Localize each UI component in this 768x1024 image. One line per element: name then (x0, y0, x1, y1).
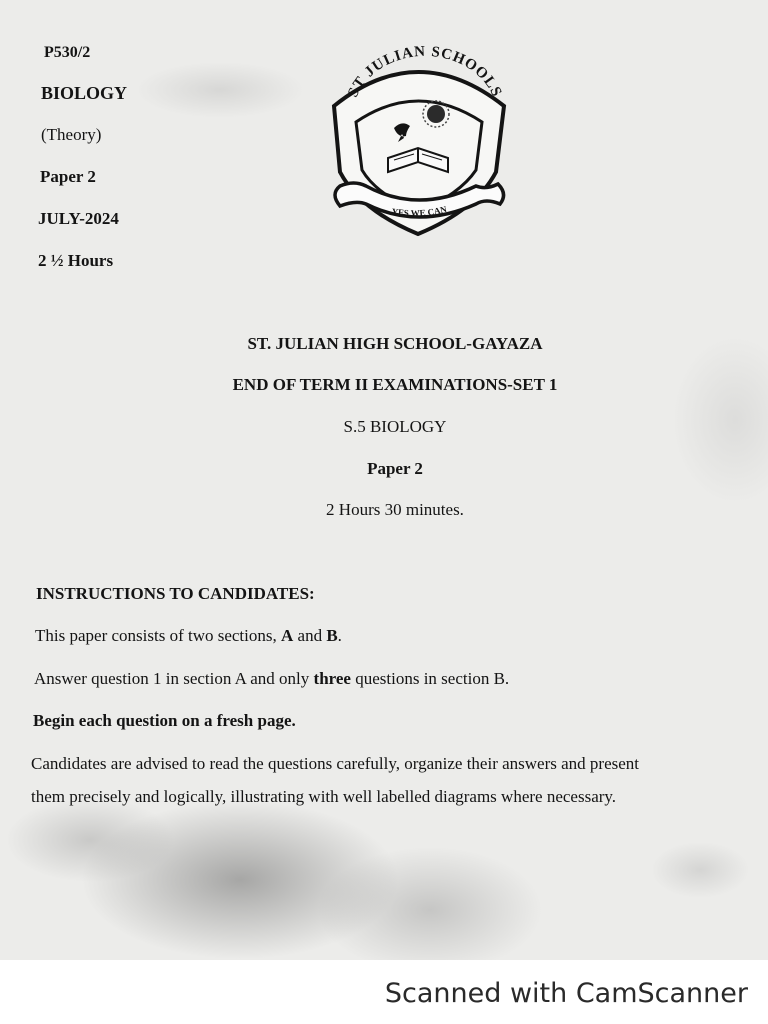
instruction-answer: Answer question 1 in section A and only three questions in section B. (34, 669, 510, 688)
paper-code: P530/2 (44, 44, 91, 61)
exam-title: END OF TERM II EXAMINATIONS-SET 1 (232, 375, 558, 394)
instruction-advice-line1: Candidates are advised to read the questions carefully, organize their answers and present (31, 754, 639, 773)
paper-label: Paper 2 (367, 459, 423, 478)
exam-duration: 2 ½ Hours (38, 251, 114, 270)
paper-type: (Theory) (41, 125, 102, 144)
instruction-sections: This paper consists of two sections, A and B. (35, 626, 342, 645)
svg-text:ST JULIAN SCHOOLS: ST JULIAN SCHOOLS (345, 44, 505, 100)
svg-text:YES WE CAN: YES WE CAN (390, 203, 448, 219)
scanner-footer (0, 960, 768, 1024)
school-crest-logo (326, 44, 510, 240)
instruction-fresh-page: Begin each question on a fresh page. (33, 711, 296, 730)
exam-date: JULY-2024 (38, 209, 119, 228)
subject: BIOLOGY (41, 83, 128, 103)
instructions-heading: INSTRUCTIONS TO CANDIDATES: (36, 584, 315, 603)
paper-number: Paper 2 (40, 167, 96, 186)
scanner-watermark: Scanned with CamScanner (384, 978, 748, 1009)
class-subject: S.5 BIOLOGY (343, 417, 447, 436)
school-name: ST. JULIAN HIGH SCHOOL-GAYAZA (247, 334, 543, 353)
instruction-advice-line2: them precisely and logically, illustrating with well labelled diagrams where necessary. (31, 787, 617, 806)
time-allowed: 2 Hours 30 minutes. (326, 500, 464, 519)
